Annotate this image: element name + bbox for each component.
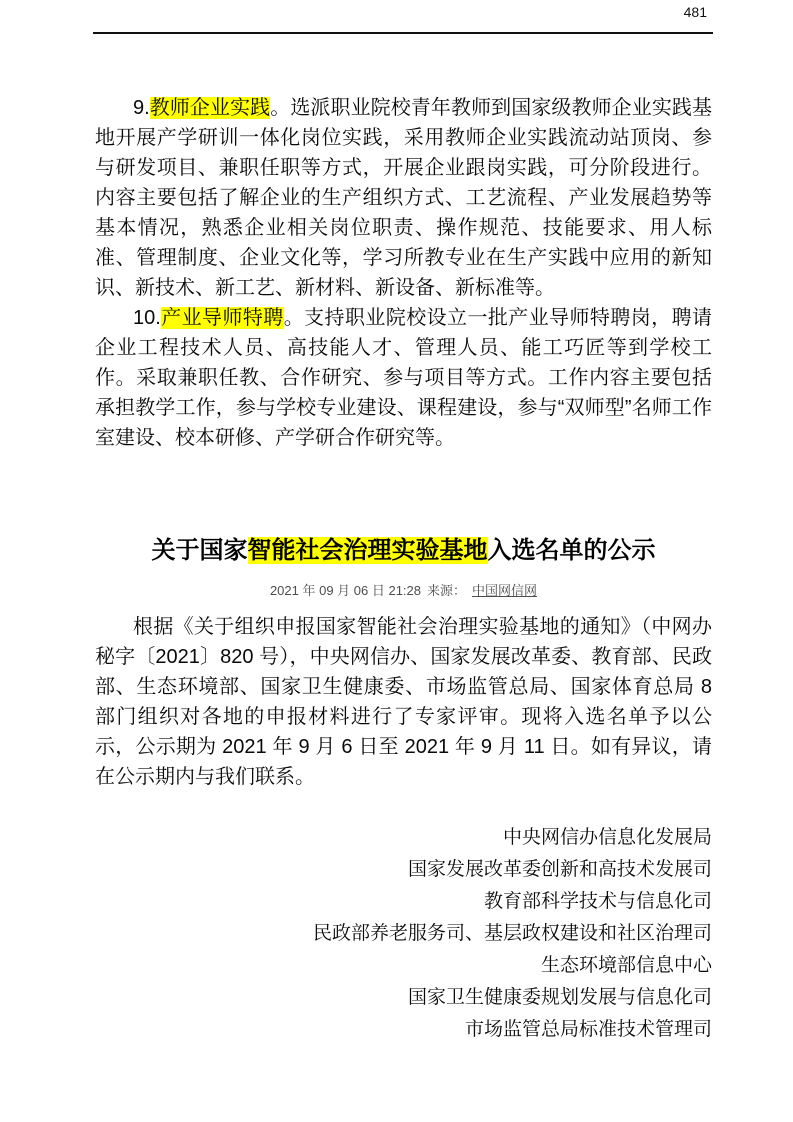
signatory-line: 生态环境部信息中心 bbox=[540, 955, 712, 976]
announcement-body: 根据《关于组织申报国家智能社会治理实验基地的通知》（中网办秘字〔2021〕820 号），中央网信办、国家发展改革委、教育部、民政部、生态环境部、国家卫生健康委、市场监管总局、国家体育总局 8 部门组织对各地的申报材料进行了专家评审。现将入选名单予以公示，公示期为 2021 年 9 月 6 日至 2021 年 9 月 11 日。如有异议，请在公示期内与我们联系。 bbox=[95, 616, 712, 788]
announcement-section bbox=[95, 533, 712, 1046]
signatory-line: 教育部科学技术与信息化司 bbox=[483, 891, 712, 912]
title-suffix: 入选名单的公示 bbox=[487, 537, 656, 564]
signatory-line: 中央网信办信息化发展局 bbox=[502, 827, 712, 848]
signatory-line: 市场监管总局标准技术管理司 bbox=[464, 1019, 712, 1040]
highlighted-term: 教师企业实践 bbox=[149, 97, 271, 119]
signatory-line: 国家卫生健康委规划发展与信息化司 bbox=[407, 987, 712, 1008]
item-number: 10. bbox=[133, 307, 161, 329]
item-text: 。选派职业院校青年教师到国家级教师企业实践基地开展产学研训一体化岗位实践，采用教师企业实践流动站顶岗、参与研发项目、兼职任职等方式，开展企业跟岗实践，可分阶段进行。内容主要包括了解企业的生产组织方式、工艺流程、产业发展趋势等基本情况，熟悉企业相关岗位职责、操作规范、技能要求、用人标准、管理制度、企业文化等，学习所教专业在生产实践中应用的新知识、新技术、新工艺、新材料、新设备、新标准等。 bbox=[95, 97, 712, 299]
announcement-title bbox=[95, 533, 712, 569]
header-divider bbox=[93, 32, 713, 34]
page-number: 481 bbox=[683, 4, 707, 20]
source-label: 来源： bbox=[427, 583, 467, 598]
item-number: 9. bbox=[133, 97, 150, 119]
title-prefix: 关于国家 bbox=[151, 537, 248, 564]
signatory-line: 国家发展改革委创新和高技术发展司 bbox=[407, 859, 712, 880]
highlighted-term: 产业导师特聘 bbox=[160, 307, 284, 329]
title-highlighted-term: 智能社会治理实验基地 bbox=[247, 537, 488, 564]
paragraph-item-9 bbox=[95, 93, 712, 303]
item-text: 。支持职业院校设立一批产业导师特聘岗，聘请企业工程技术人员、高技能人才、管理人员、能工巧匠等到学校工作。采取兼职任教、合作研究、参与项目等方式。工作内容主要包括承担教学工作，参与学校专业建设、课程建设，参与“双师型”名师工作室建设、校本研修、产学研合作研究等。 bbox=[95, 307, 713, 449]
signatory-list bbox=[95, 822, 712, 1046]
source-link[interactable]: 中国网信网 bbox=[472, 583, 538, 598]
signatory-line: 民政部养老服务司、基层政权建设和社区治理司 bbox=[312, 923, 712, 944]
paragraph-item-10 bbox=[95, 303, 712, 453]
page-content bbox=[95, 93, 712, 1046]
publish-datetime: 2021 年 09 月 06 日 21:28 bbox=[269, 583, 421, 598]
article-meta bbox=[95, 582, 712, 600]
